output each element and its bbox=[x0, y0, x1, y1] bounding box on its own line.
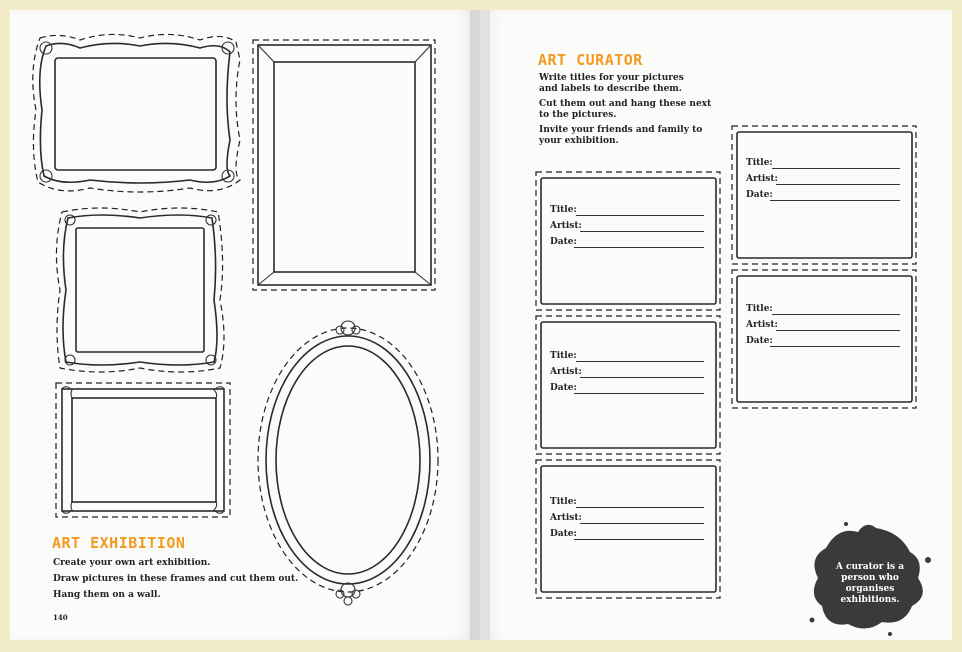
card-1-title-line[interactable] bbox=[576, 215, 704, 216]
card-3-artist-label: Artist: bbox=[550, 513, 582, 523]
card-5-date-line[interactable] bbox=[770, 346, 900, 347]
card-3-date-label: Date: bbox=[550, 529, 577, 539]
card-5-artist-label: Artist: bbox=[746, 320, 778, 330]
card-3-artist-line[interactable] bbox=[580, 523, 704, 524]
instruction-line-2: Draw pictures in these frames and cut them out. bbox=[53, 574, 299, 584]
card-3-title-line[interactable] bbox=[576, 507, 704, 508]
instruction-line-3: Hang them on a wall. bbox=[53, 590, 161, 600]
oval-frame bbox=[258, 321, 438, 605]
card-5-artist-line[interactable] bbox=[776, 330, 900, 331]
tall-frame-top-right bbox=[253, 40, 435, 290]
card-2-title-line[interactable] bbox=[576, 361, 704, 362]
card-3-date-line[interactable] bbox=[574, 539, 704, 540]
curator-definition-note: A curator is a person who organises exhibitions. bbox=[835, 562, 905, 605]
card-4-artist-line[interactable] bbox=[776, 184, 900, 185]
label-cards bbox=[536, 126, 916, 598]
curator-paragraph-2: Cut them out and hang these next to the pictures. bbox=[539, 99, 712, 120]
card-2-artist-label: Artist: bbox=[550, 367, 582, 377]
card-1-date-line[interactable] bbox=[574, 247, 704, 248]
card-4-date-label: Date: bbox=[746, 190, 773, 200]
curator-paragraph-3: Invite your friends and family to your exhibition. bbox=[539, 125, 703, 146]
card-2-date-line[interactable] bbox=[574, 393, 704, 394]
page-number: 140 bbox=[53, 613, 68, 622]
card-1-artist-line[interactable] bbox=[580, 231, 704, 232]
card-5-title-line[interactable] bbox=[772, 314, 900, 315]
card-2-date-label: Date: bbox=[550, 383, 577, 393]
ornate-frame-top-left bbox=[33, 34, 240, 192]
card-5-title-label: Title: bbox=[746, 304, 773, 314]
card-1-date-label: Date: bbox=[550, 237, 577, 247]
card-3-title-label: Title: bbox=[550, 497, 577, 507]
card-2-title-label: Title: bbox=[550, 351, 577, 361]
card-4-title-label: Title: bbox=[746, 158, 773, 168]
card-4-artist-label: Artist: bbox=[746, 174, 778, 184]
art-exhibition-heading: ART EXHIBITION bbox=[52, 534, 186, 552]
ornament-frame-bottom-left bbox=[56, 383, 230, 517]
art-curator-heading: ART CURATOR bbox=[538, 51, 643, 69]
card-4-title-line[interactable] bbox=[772, 168, 900, 169]
card-5-date-label: Date: bbox=[746, 336, 773, 346]
ornate-frame-middle-left bbox=[56, 208, 224, 372]
card-4-date-line[interactable] bbox=[770, 200, 900, 201]
curator-paragraph-1: Write titles for your pictures and labels to describe them. bbox=[539, 73, 684, 94]
card-1-title-label: Title: bbox=[550, 205, 577, 215]
card-1-artist-label: Artist: bbox=[550, 221, 582, 231]
card-2-artist-line[interactable] bbox=[580, 377, 704, 378]
instruction-line-1: Create your own art exhibition. bbox=[53, 558, 211, 568]
